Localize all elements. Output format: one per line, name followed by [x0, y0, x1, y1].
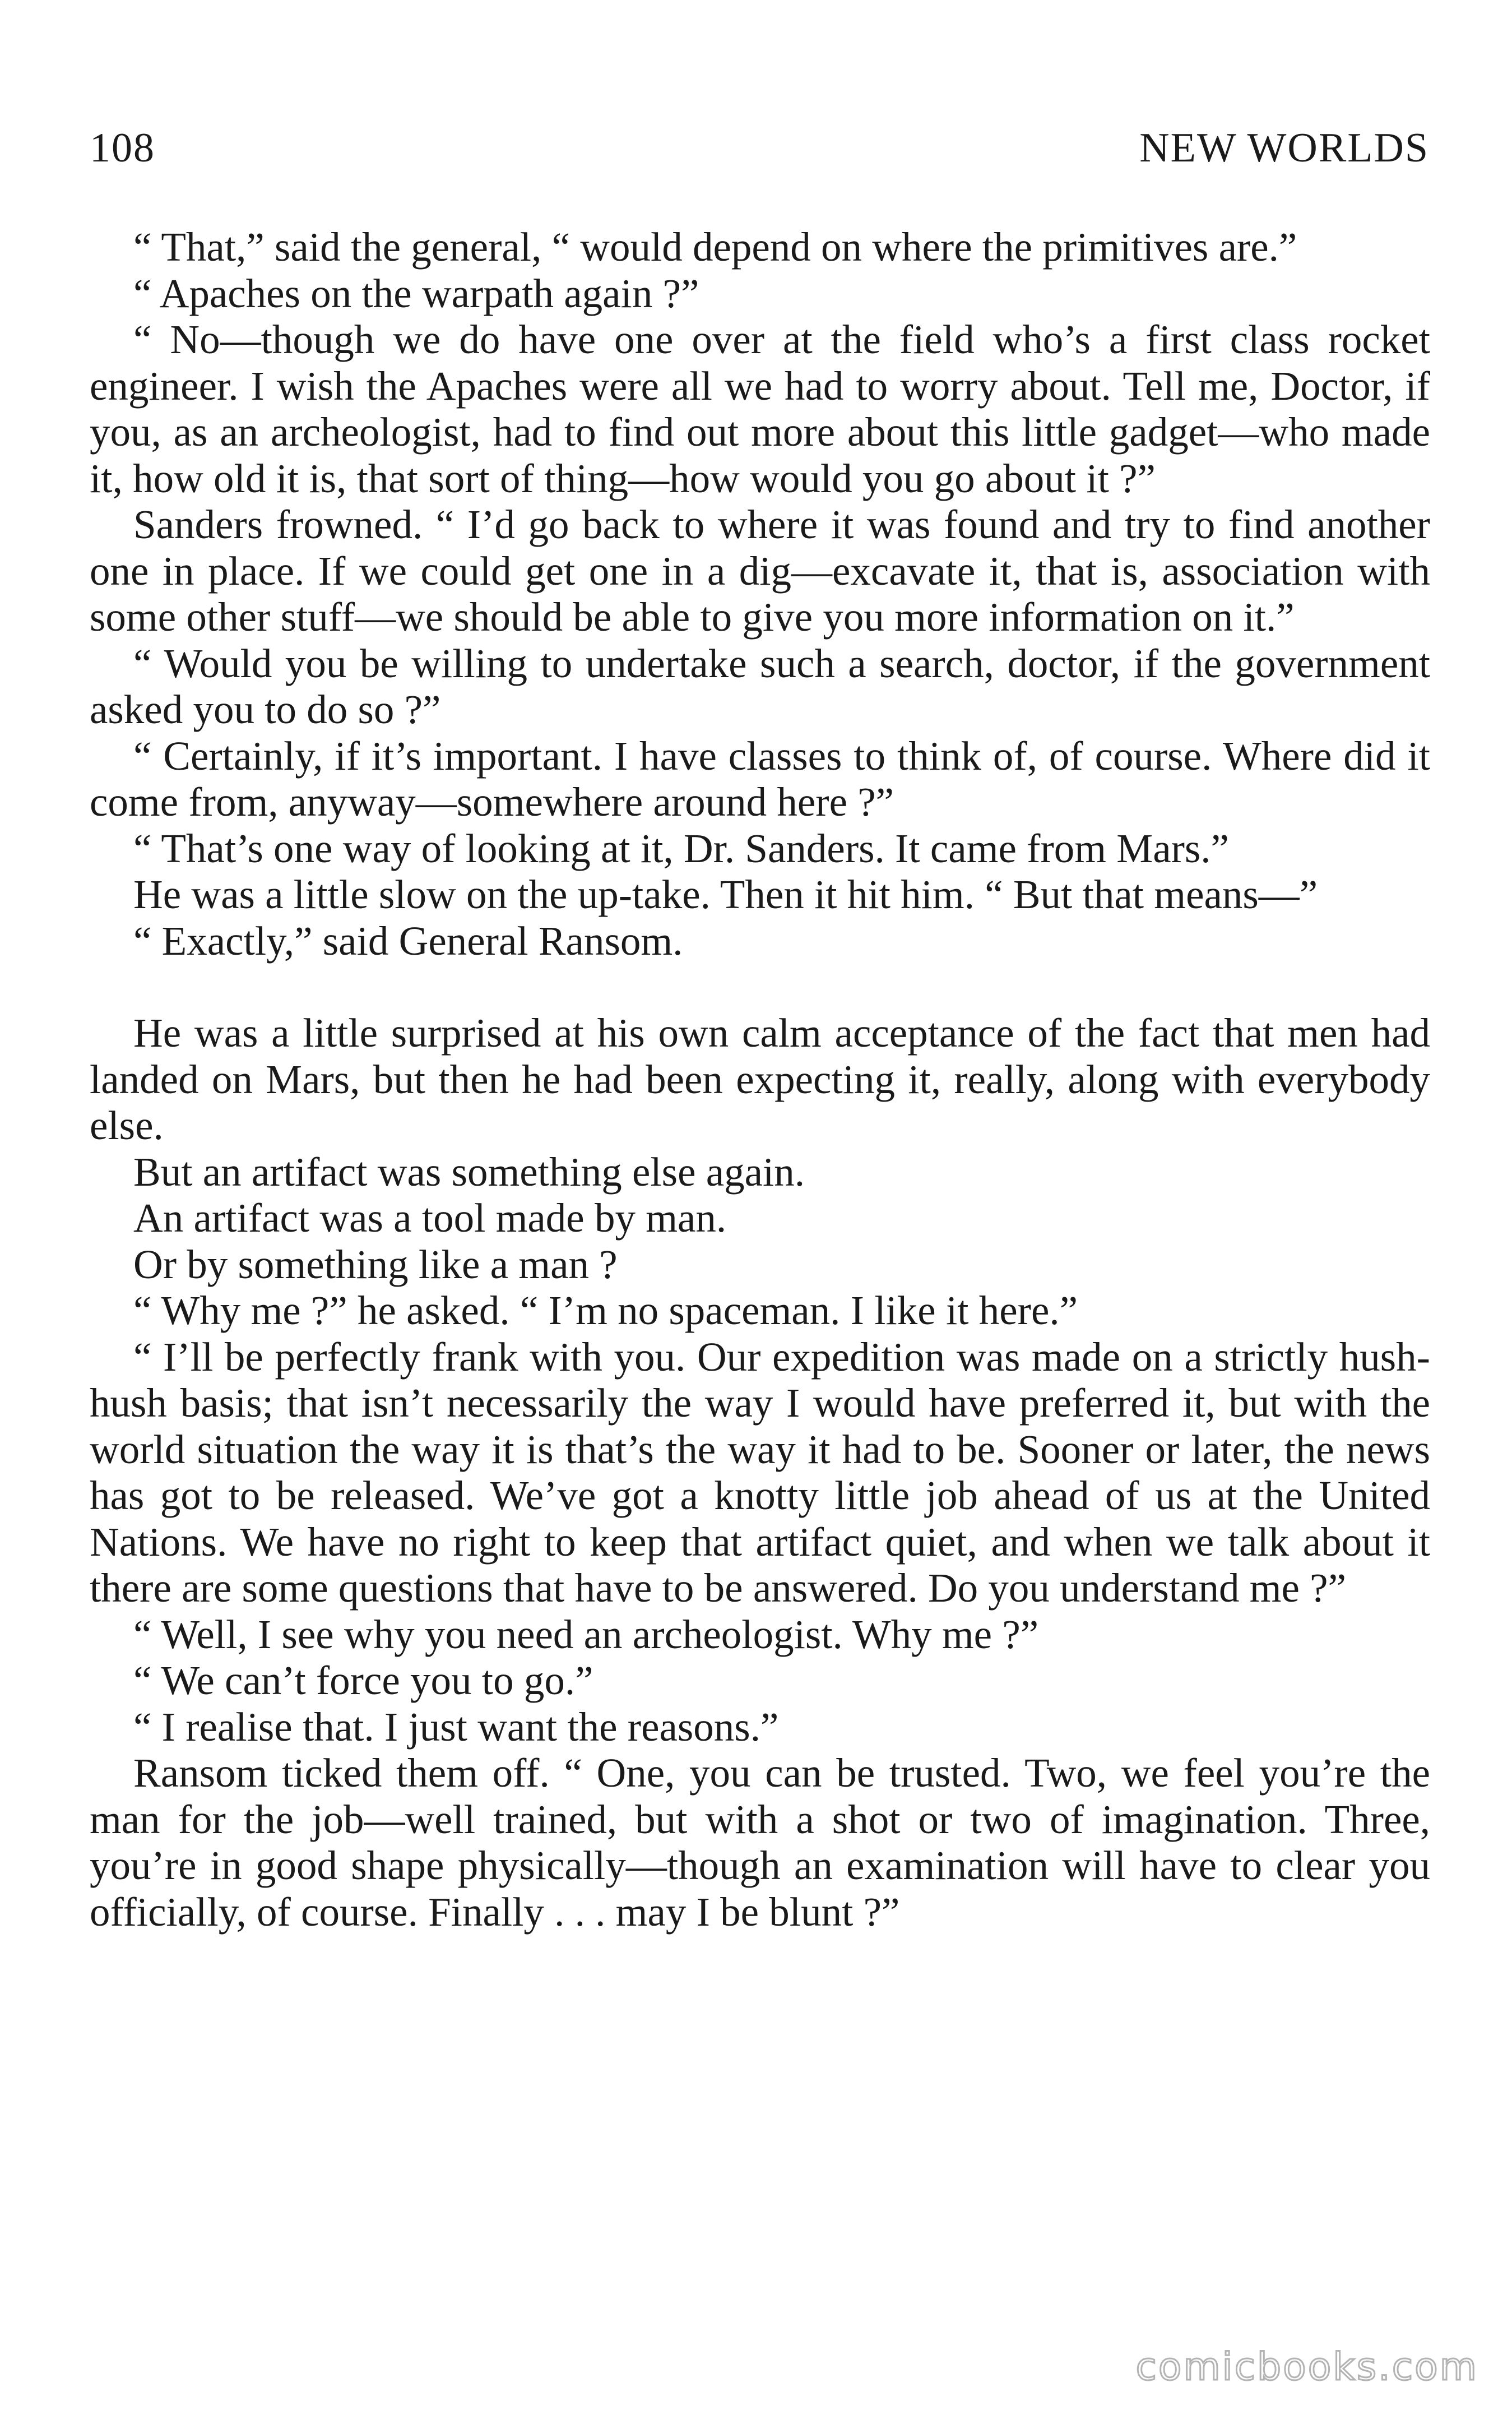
paragraph: Or by something like a man ? [133, 1241, 618, 1287]
paragraph: “ Why me ?” he asked. “ I’m no spaceman. I like it here.” [133, 1288, 1078, 1333]
paragraph: “ We can’t force you to go.” [133, 1658, 593, 1703]
paragraph: Ransom ticked them off. “ One, you can be trusted. Two, we feel you’re the man for the job—well trained, but with a shot or two of imagination. Three, you’re in good shape physically—though an examination will have to clear you officially, of course. Finally . . . may I be blunt ?” [90, 1750, 1430, 1935]
watermark: comicbooks.com [1135, 2345, 1478, 2389]
paragraph: “ Exactly,” said General Ransom. [133, 918, 683, 964]
paragraph: He was a little surprised at his own calm acceptance of the fact that men had landed on Mars, but then he had been expecting it, really, along with everybody else. [90, 1010, 1430, 1148]
paragraph: “ That’s one way of looking at it, Dr. Sanders. It came from Mars.” [133, 825, 1229, 871]
page-header [90, 124, 1429, 186]
body-text [90, 224, 1430, 1935]
paragraph: “ Certainly, if it’s important. I have classes to think of, of course. Where did it come from, anyway—somewhere around here ?” [90, 733, 1430, 825]
paragraph: “ That,” said the general, “ would depend on where the primitives are.” [133, 224, 1297, 270]
page-number: 108 [90, 125, 155, 171]
paragraph: But an artifact was something else again. [133, 1149, 805, 1195]
paragraph: “ Well, I see why you need an archeologist. Why me ?” [133, 1611, 1039, 1657]
paragraph: “ I realise that. I just want the reasons.” [133, 1704, 779, 1750]
paragraph: An artifact was a tool made by man. [133, 1195, 727, 1241]
paragraph: “ Would you be willing to undertake such a search, doctor, if the government asked you to do so ?” [90, 640, 1430, 732]
running-title: NEW WORLDS [1139, 125, 1429, 171]
section-break [90, 964, 1430, 1010]
paragraph: Sanders frowned. “ I’d go back to where it was found and try to find another one in place. If we could get one in a dig—excavate it, that is, association with some other stuff—we should be able to give you more information on it.” [90, 502, 1430, 640]
paragraph: “ No—though we do have one over at the field who’s a first class rocket engineer. I wish the Apaches were all we had to worry about. Tell me, Doctor, if you, as an archeologist, had to find out more about this little gadget—who made it, how old it is, that sort of thing—how would you go about it ?” [90, 317, 1430, 501]
paragraph: He was a little slow on the up-take. Then it hit him. “ But that means—” [133, 872, 1318, 917]
paragraph: “ I’ll be perfectly frank with you. Our expedition was made on a strictly hush-hush basis; that isn’t necessarily the way I would have preferred it, but with the world situation the way it is that’s the way it had to be. Sooner or later, the news has got to be released. We’ve got a knotty little job ahead of us at the United Nations. We have no right to keep that artifact quiet, and when we talk about it there are some questions that have to be answered. Do you understand me ?” [90, 1334, 1430, 1611]
paragraph: “ Apaches on the warpath again ?” [133, 270, 699, 316]
